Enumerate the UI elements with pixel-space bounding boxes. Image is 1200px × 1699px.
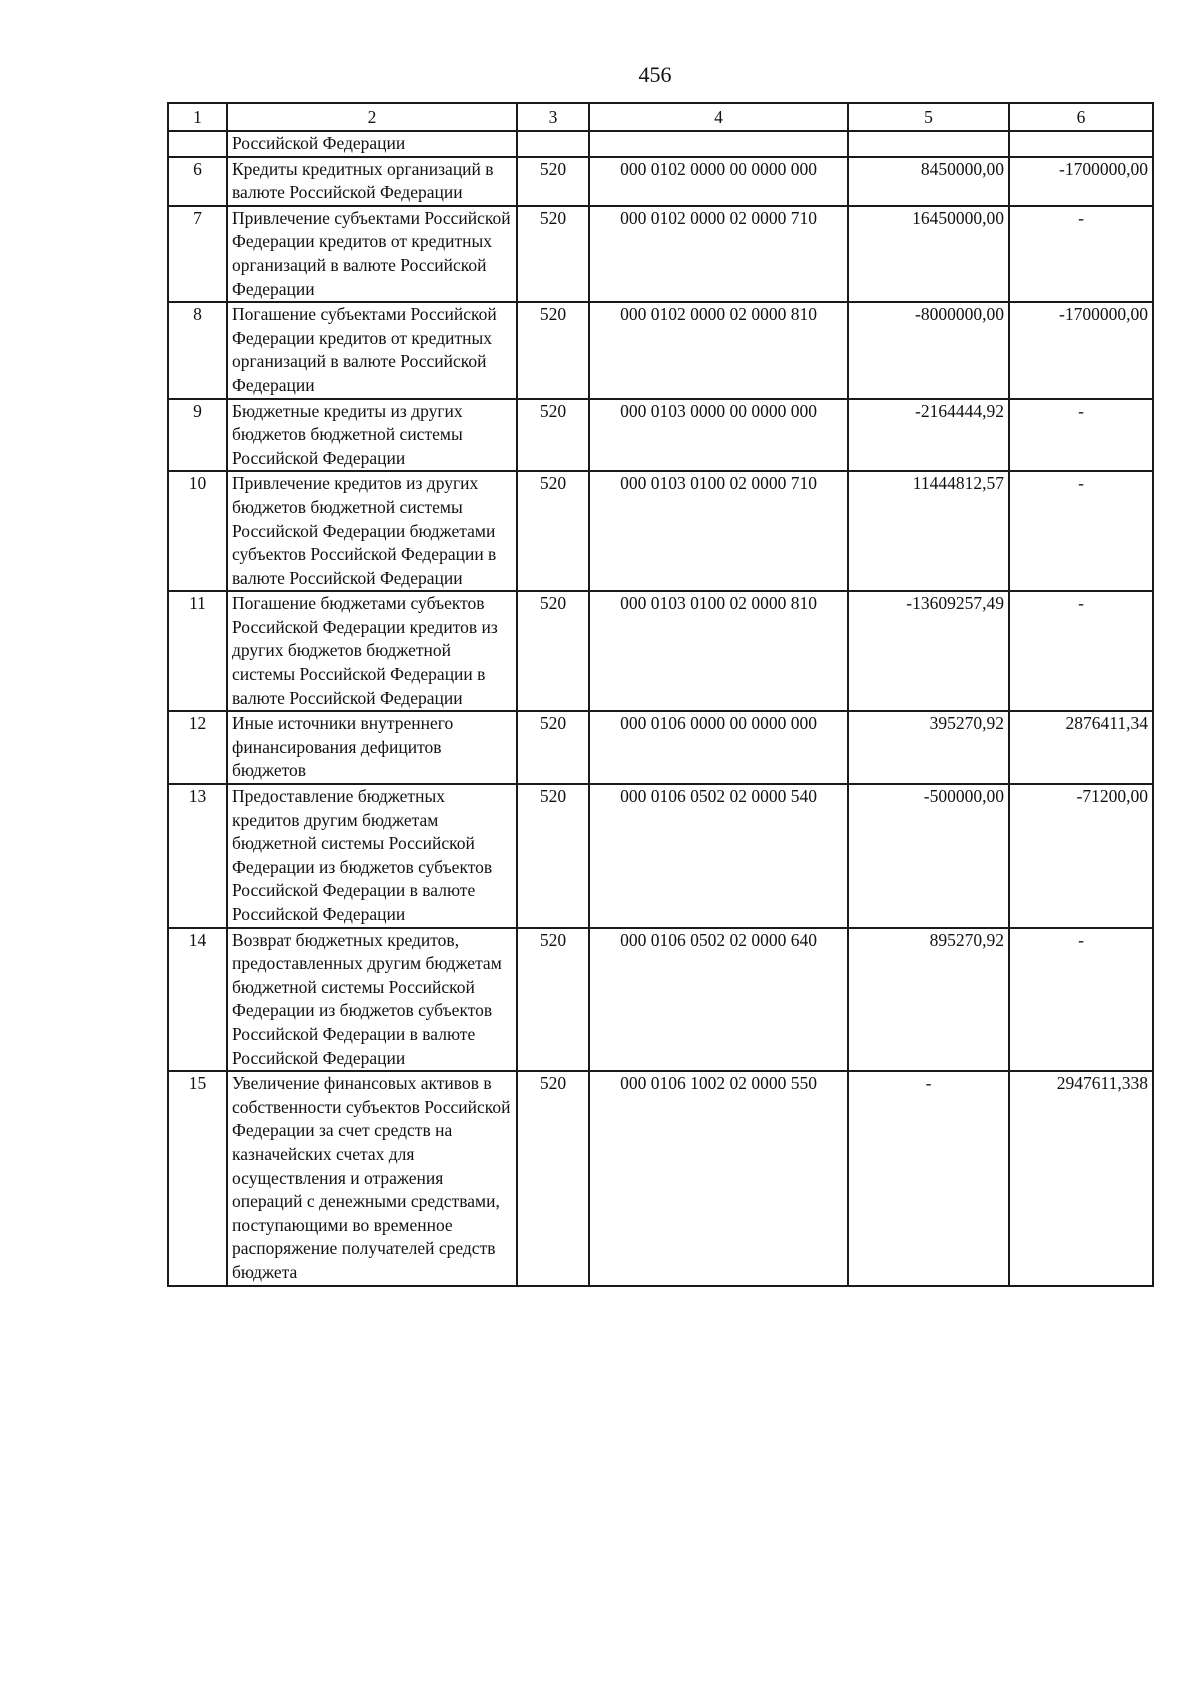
classification-code-cell: 000 0103 0100 02 0000 710 <box>589 471 848 591</box>
amount-year1-cell: -8000000,00 <box>848 302 1009 398</box>
source-name-cell: Бюджетные кредиты из других бюджетов бюджетной системы Российской Федерации <box>227 399 517 472</box>
admin-code-cell: 520 <box>517 302 589 398</box>
amount-year2-cell: 2876411,34 <box>1009 711 1153 784</box>
source-name-cell: Увеличение финансовых активов в собственности субъектов Российской Федерации за счет средств на казначейских счетах для осуществления и отражения операций с денежными средствами, поступающими во временное распоряжение получателей средств бюджета <box>227 1071 517 1285</box>
row-number-cell: 9 <box>168 399 227 472</box>
source-name-cell: Привлечение субъектами Российской Федерации кредитов от кредитных организаций в валюте Российской Федерации <box>227 206 517 302</box>
source-name-cell: Погашение бюджетами субъектов Российской Федерации кредитов из других бюджетов бюджетной системы Российской Федерации в валюте Российской Федерации <box>227 591 517 711</box>
table-row <box>168 591 1153 711</box>
amount-year2-cell: - <box>1009 471 1153 591</box>
admin-code-cell: 520 <box>517 157 589 206</box>
column-header: 1 <box>168 103 227 131</box>
column-header: 5 <box>848 103 1009 131</box>
table-row <box>168 206 1153 302</box>
table-row <box>168 784 1153 928</box>
row-number-cell: 11 <box>168 591 227 711</box>
row-number-cell: 13 <box>168 784 227 928</box>
amount-year2-cell: - <box>1009 928 1153 1072</box>
classification-code-cell: 000 0106 0000 00 0000 000 <box>589 711 848 784</box>
table-header-row <box>168 103 1153 131</box>
amount-year2-cell: - <box>1009 591 1153 711</box>
source-name-cell: Российской Федерации <box>227 131 517 157</box>
table-row <box>168 131 1153 157</box>
row-number-cell: 12 <box>168 711 227 784</box>
classification-code-cell: 000 0106 1002 02 0000 550 <box>589 1071 848 1285</box>
classification-code-cell: 000 0106 0502 02 0000 540 <box>589 784 848 928</box>
column-header: 3 <box>517 103 589 131</box>
admin-code-cell: 520 <box>517 206 589 302</box>
amount-year1-cell: -13609257,49 <box>848 591 1009 711</box>
amount-year1-cell: 395270,92 <box>848 711 1009 784</box>
classification-code-cell: 000 0103 0000 00 0000 000 <box>589 399 848 472</box>
admin-code-cell: 520 <box>517 1071 589 1285</box>
admin-code-cell: 520 <box>517 591 589 711</box>
column-header: 4 <box>589 103 848 131</box>
classification-code-cell: 000 0103 0100 02 0000 810 <box>589 591 848 711</box>
amount-year1-cell: 895270,92 <box>848 928 1009 1072</box>
classification-code-cell <box>589 131 848 157</box>
classification-code-cell: 000 0106 0502 02 0000 640 <box>589 928 848 1072</box>
amount-year2-cell: 2947611,338 <box>1009 1071 1153 1285</box>
column-header: 6 <box>1009 103 1153 131</box>
amount-year2-cell: - <box>1009 399 1153 472</box>
amount-year1-cell: 8450000,00 <box>848 157 1009 206</box>
row-number-cell: 14 <box>168 928 227 1072</box>
source-name-cell: Возврат бюджетных кредитов, предоставленных другим бюджетам бюджетной системы Российской Федерации из бюджетов субъектов Российской Федерации в валюте Российской Федерации <box>227 928 517 1072</box>
table-row <box>168 928 1153 1072</box>
source-name-cell: Погашение субъектами Российской Федерации кредитов от кредитных организаций в валюте Российской Федерации <box>227 302 517 398</box>
row-number-cell <box>168 131 227 157</box>
admin-code-cell: 520 <box>517 711 589 784</box>
amount-year2-cell: - <box>1009 206 1153 302</box>
row-number-cell: 10 <box>168 471 227 591</box>
page-number: 456 <box>638 62 672 87</box>
row-number-cell: 6 <box>168 157 227 206</box>
source-name-cell: Иные источники внутреннего финансирования дефицитов бюджетов <box>227 711 517 784</box>
amount-year1-cell: 16450000,00 <box>848 206 1009 302</box>
source-name-cell: Предоставление бюджетных кредитов другим бюджетам бюджетной системы Российской Федерации из бюджетов субъектов Российской Федерации в валюте Российской Федерации <box>227 784 517 928</box>
table-body <box>168 131 1153 1286</box>
table-row <box>168 302 1153 398</box>
admin-code-cell: 520 <box>517 471 589 591</box>
admin-code-cell: 520 <box>517 399 589 472</box>
table-row <box>168 399 1153 472</box>
source-name-cell: Кредиты кредитных организаций в валюте Российской Федерации <box>227 157 517 206</box>
classification-code-cell: 000 0102 0000 02 0000 810 <box>589 302 848 398</box>
row-number-cell: 15 <box>168 1071 227 1285</box>
admin-code-cell <box>517 131 589 157</box>
amount-year1-cell <box>848 131 1009 157</box>
amount-year1-cell: - <box>848 1071 1009 1285</box>
classification-code-cell: 000 0102 0000 02 0000 710 <box>589 206 848 302</box>
amount-year1-cell: -500000,00 <box>848 784 1009 928</box>
amount-year1-cell: -2164444,92 <box>848 399 1009 472</box>
table-row <box>168 1071 1153 1285</box>
row-number-cell: 8 <box>168 302 227 398</box>
amount-year2-cell: -71200,00 <box>1009 784 1153 928</box>
source-name-cell: Привлечение кредитов из других бюджетов бюджетной системы Российской Федерации бюджетами субъектов Российской Федерации в валюте Российской Федерации <box>227 471 517 591</box>
table-row <box>168 711 1153 784</box>
admin-code-cell: 520 <box>517 784 589 928</box>
table-row <box>168 157 1153 206</box>
budget-sources-table <box>167 102 1154 1287</box>
column-header: 2 <box>227 103 517 131</box>
amount-year1-cell: 11444812,57 <box>848 471 1009 591</box>
amount-year2-cell <box>1009 131 1153 157</box>
admin-code-cell: 520 <box>517 928 589 1072</box>
amount-year2-cell: -1700000,00 <box>1009 157 1153 206</box>
classification-code-cell: 000 0102 0000 00 0000 000 <box>589 157 848 206</box>
amount-year2-cell: -1700000,00 <box>1009 302 1153 398</box>
row-number-cell: 7 <box>168 206 227 302</box>
table-row <box>168 471 1153 591</box>
